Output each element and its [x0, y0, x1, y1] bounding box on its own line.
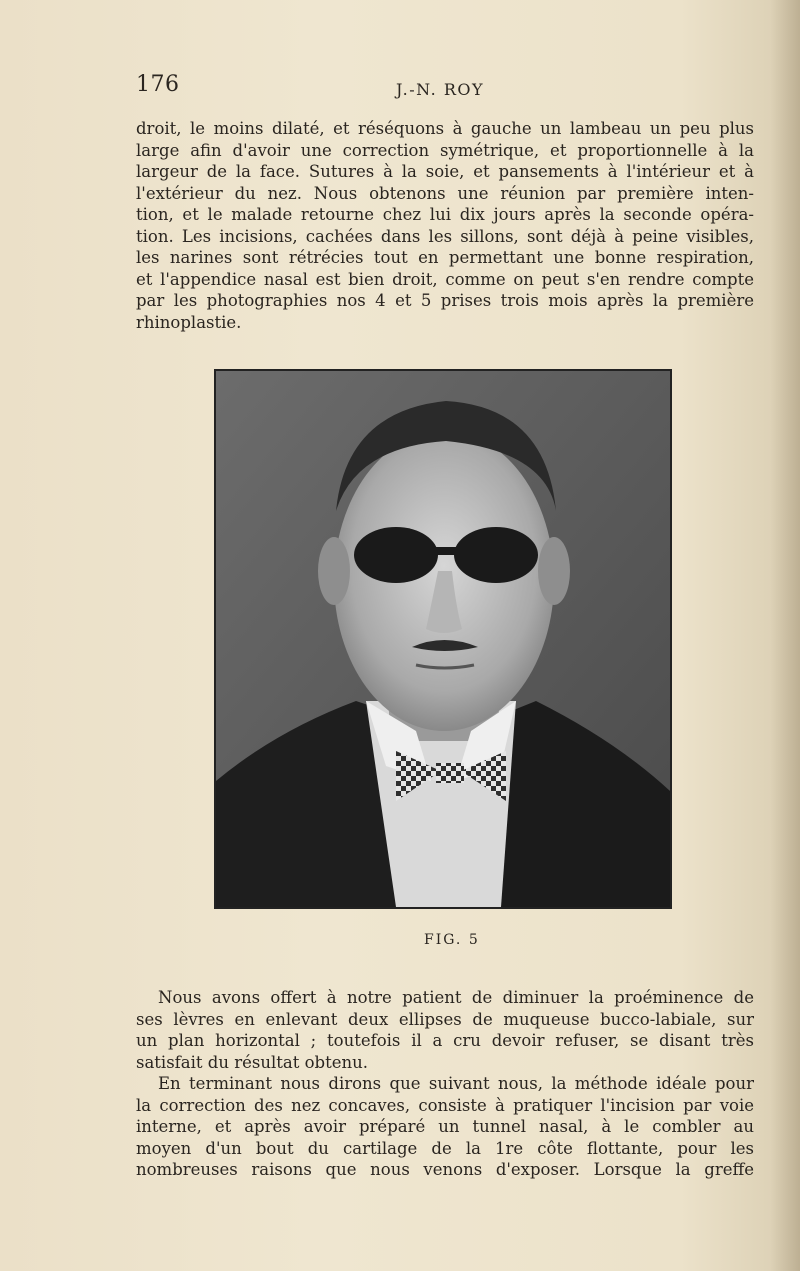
text-line: les narines sont rétrécies tout en permettant une bonne respiration, — [136, 248, 754, 267]
text-line: par les photographies nos 4 et 5 prises trois mois après la première — [136, 291, 754, 310]
text-line: nombreuses raisons que nous venons d'exposer. Lorsque la greffe — [136, 1160, 754, 1179]
page-number: 176 — [136, 72, 180, 97]
text-line: rhinoplastie. — [136, 312, 242, 332]
text-line: tion. Les incisions, cachées dans les sillons, sont déjà à peine visibles, — [136, 226, 754, 246]
page-edge-shadow — [770, 0, 800, 1271]
text-line: un plan horizontal ; toutefois il a cru devoir refuser, se disant très — [136, 1031, 754, 1050]
paragraph-2 — [136, 987, 754, 1181]
text-line: largeur de la face. Sutures à la soie, et pansements à l'intérieur et à — [136, 162, 754, 181]
portrait-photograph — [214, 369, 672, 909]
text-line: interne, et après avoir préparé un tunnel nasal, à le combler au — [136, 1117, 754, 1136]
text-line: satisfait du résultat obtenu. — [136, 1052, 368, 1072]
text-line: ses lèvres en enlevant deux ellipses de muqueuse bucco-labiale, sur — [136, 1009, 754, 1029]
figure-caption: FIG. 5 — [424, 932, 480, 948]
portrait-photo-image — [216, 371, 670, 907]
text-line: moyen d'un bout du cartilage de la 1re côte flottante, pour les — [136, 1138, 754, 1158]
text-line: large afin d'avoir une correction symétrique, et proportionnelle à la — [136, 140, 754, 160]
text-line: tion, et le malade retourne chez lui dix jours après la seconde opéra- — [136, 205, 754, 224]
text-line: et l'appendice nasal est bien droit, comme on peut s'en rendre compte — [136, 269, 754, 289]
text-line: En terminant nous dirons que suivant nous, la méthode idéale pour — [158, 1074, 754, 1093]
text-line: droit, le moins dilaté, et réséquons à gauche un lambeau un peu plus — [136, 119, 754, 138]
text-line: la correction des nez concaves, consiste à pratiquer l'incision par voie — [136, 1095, 754, 1115]
running-head: J.-N. ROY — [396, 80, 485, 99]
text-line: l'extérieur du nez. Nous obtenons une réunion par première inten- — [136, 183, 754, 203]
text-line: Nous avons offert à notre patient de diminuer la proéminence de — [158, 988, 754, 1007]
paragraph-1 — [136, 118, 754, 333]
